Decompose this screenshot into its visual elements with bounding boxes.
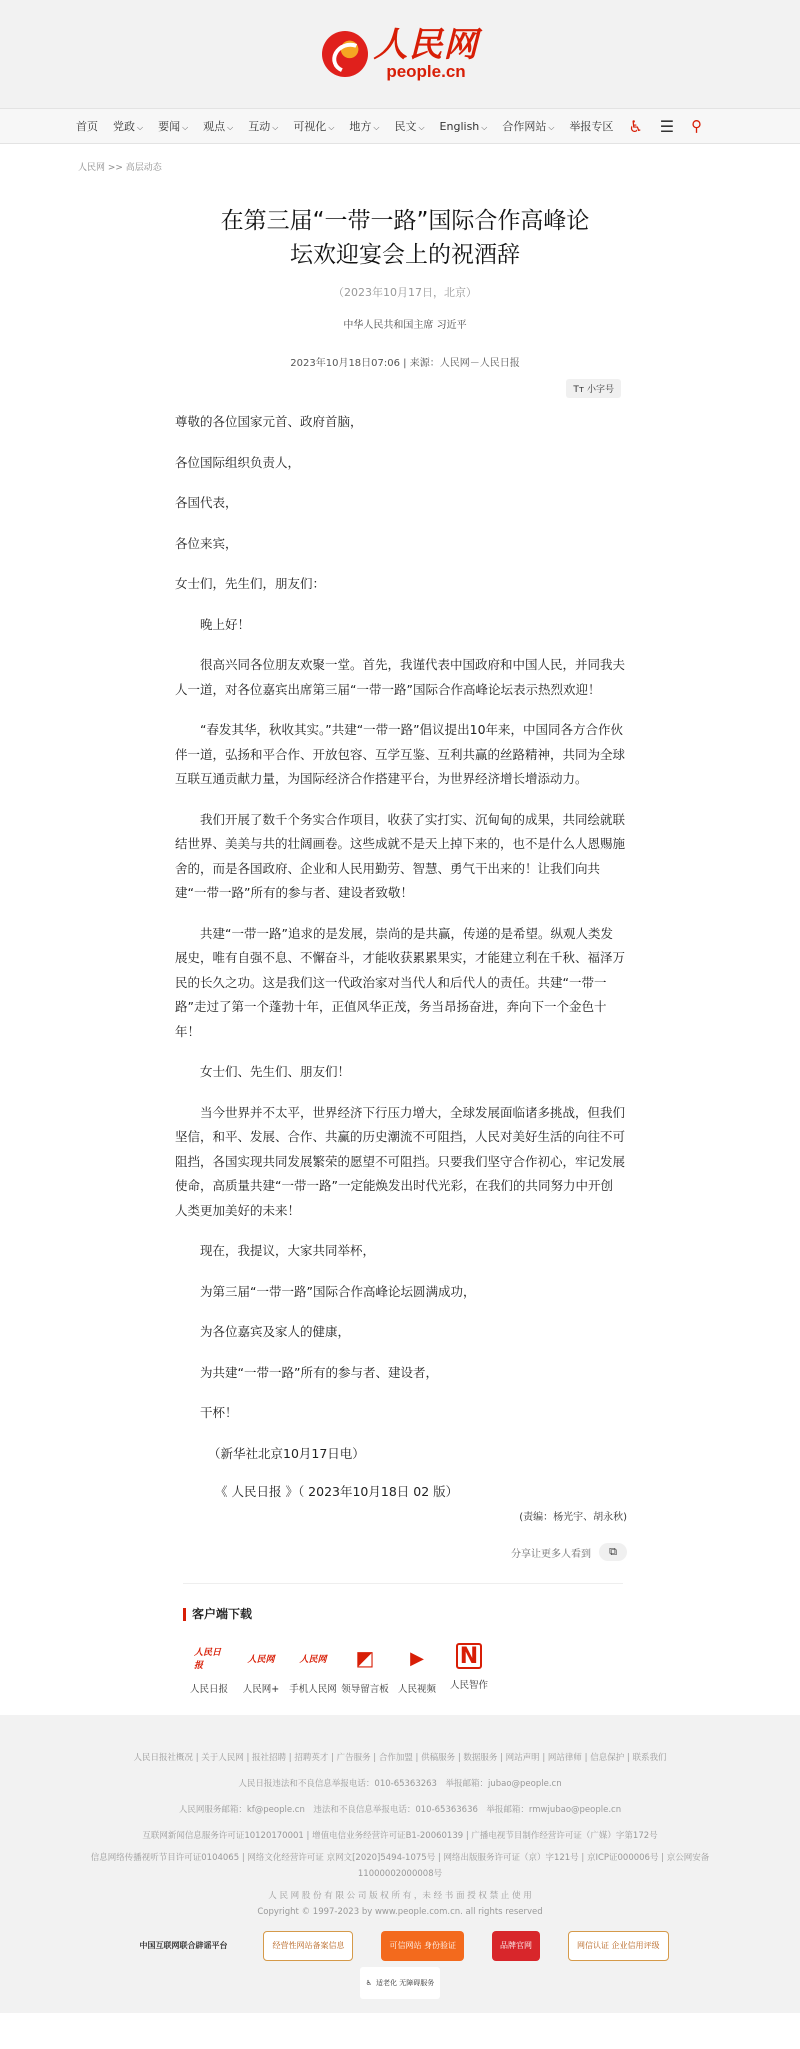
- app-people-plus[interactable]: [235, 1643, 287, 1695]
- chevron-down-icon: ⌵: [548, 123, 555, 132]
- accessibility-icon[interactable]: ♿: [628, 116, 643, 136]
- footer-report-line-1: 人民日报违法和不良信息举报电话：010-65363263 举报邮箱：jubao@people.cn: [238, 1779, 562, 1789]
- paragraph: 各位来宾，: [175, 535, 238, 551]
- trusted-site-badge[interactable]: 可信网站 身份验证: [381, 1931, 464, 1961]
- footer-links[interactable]: 人民日报社概况 | 关于人民网 | 报社招聘 | 招聘英才 | 广告服务 | 合作加盟 | 供稿服务 | 数据服务 | 网站声明 | 网站律师 | 信息保护 | 联系我们: [133, 1753, 667, 1763]
- elder-access-badge[interactable]: [360, 1967, 441, 1999]
- app-label: 人民智作: [449, 1680, 488, 1691]
- footer-report-line-2: 人民网服务邮箱：kf@people.cn 违法和不良信息举报电话：010-65363636 举报邮箱：rmwjubao@people.cn: [178, 1805, 622, 1815]
- nav-item-party[interactable]: 党政 ⌵: [113, 120, 144, 133]
- app-people-zhizuo[interactable]: [443, 1643, 495, 1695]
- icp-badge[interactable]: 经营性网站备案信息: [263, 1931, 353, 1961]
- nav-item-partners[interactable]: 合作网站 ⌵: [502, 120, 555, 133]
- paragraph: （新华社北京10月17日电）: [208, 1445, 365, 1461]
- app-leader-board[interactable]: [339, 1643, 391, 1695]
- nav-item-minority[interactable]: 民文 ⌵: [394, 120, 425, 133]
- paragraph: 晚上好！: [200, 616, 251, 632]
- chevron-down-icon: ⌵: [373, 123, 380, 132]
- paragraph: 共建“一带一路”追求的是发展，崇尚的是共赢，传递的是希望。纵观人类发展史，唯有自强不息、不懈奋斗，才能收获累累果实，才能建立利在千秋、福泽万民的长久之功。这是我们这一代政治家对当代人和后代人的责任。共建“一带一路”走过了第一个蓬勃十年，正值风华正茂，务当昂扬奋进，奔向下一个金色十年！: [175, 925, 626, 1039]
- site-header: [0, 0, 800, 108]
- nav-item-interact[interactable]: 互动 ⌵: [248, 120, 279, 133]
- footer-licenses-3: 11000002000008号: [357, 1869, 443, 1879]
- paragraph: 女士们，先生们，朋友们：: [175, 576, 326, 591]
- site-logo[interactable]: [322, 27, 479, 81]
- paragraph: 当今世界并不太平，世界经济下行压力增大，全球发展面临诸多挑战，但我们坚信，和平、发展、合作、共赢的历史潮流不可阻挡，人民对美好生活的向往不可阻挡，各国实现共同发展繁荣的愿望不可阻挡。只要我们坚守合作初心，牢记发展使命，高质量共建“一带一路”一定能焕发出时代光彩，在我们的共同努力中开创人类更加美好的未来！: [175, 1104, 626, 1218]
- article-body: [175, 410, 625, 1466]
- chevron-down-icon: ⌵: [328, 123, 335, 132]
- paragraph: 各国代表，: [175, 495, 238, 510]
- chevron-down-icon: ⌵: [137, 123, 144, 132]
- paragraph: 现在，我提议，大家共同举杯，: [200, 1243, 376, 1258]
- logo-mark-icon: [322, 31, 368, 77]
- paragraph: 为各位嘉宾及家人的健康，: [200, 1324, 351, 1339]
- app-label: 人民日报: [189, 1684, 228, 1695]
- play-icon: ▶: [410, 1647, 424, 1669]
- paragraph: 女士们、先生们、朋友们！: [200, 1064, 351, 1079]
- menu-icon[interactable]: ☰: [659, 116, 675, 136]
- elder-access-label: 适老化 无障碍服务: [376, 1979, 435, 1987]
- nav-item-home[interactable]: 首页: [76, 120, 98, 133]
- app-people-video[interactable]: [391, 1643, 443, 1695]
- breadcrumb[interactable]: 人民网 >> 高层动态: [78, 163, 162, 173]
- article-meta: 2023年10月18日07:06 | 来源：人民网－人民日报: [290, 358, 520, 369]
- share-row: [183, 1543, 627, 1561]
- logo-text-en: people.cn: [386, 62, 466, 81]
- paragraph: “春发其华，秋收其实。”共建“一带一路”倡议提出10年来，中国同各方合作伙伴一道，弘扬和平合作、开放包容、互学互鉴、互利共赢的丝路精神，共同为全球互联互通贡献力量，为国际经济合作搭建平台，为世界经济增长增添动力。: [175, 722, 626, 786]
- credit-badge[interactable]: 网信认证 企业信用评级: [568, 1931, 669, 1961]
- paragraph: 干杯！: [200, 1405, 238, 1420]
- share-label: 分享让更多人看到: [511, 1548, 591, 1560]
- piyao-badge[interactable]: 中国互联网联合辟谣平台: [139, 1941, 228, 1950]
- nav-item-visual[interactable]: 可视化 ⌵: [293, 120, 335, 133]
- chevron-down-icon: ⌵: [227, 123, 234, 132]
- nav-item-local[interactable]: 地方 ⌵: [349, 120, 380, 133]
- paragraph: 我们开展了数千个务实合作项目，收获了实打实、沉甸甸的成果，共同绘就联结世界、美美与共的壮阔画卷。这些成就不是天上掉下来的，也不是什么人恩赐施舍的，而是各国政府、企业和人民用勤劳、智慧、勇气干出来的！让我们向共建“一带一路”所有的参与者、建设者致敬！: [175, 811, 626, 900]
- nav-item-report[interactable]: 举报专区: [569, 120, 614, 133]
- print-source: 《 人民日报 》（ 2023年10月18日 02 版）: [215, 1484, 459, 1499]
- paragraph: 为第三届“一带一路”国际合作高峰论坛圆满成功，: [200, 1283, 476, 1299]
- logo-text-cn: 人民网: [373, 25, 479, 65]
- leader-board-app-icon: ◩: [355, 1646, 375, 1670]
- people-plus-app-icon: 人民网: [247, 1654, 275, 1665]
- page-title: 在第三届“一带一路”国际合作高峰论 坛欢迎宴会上的祝酒辞: [220, 208, 590, 268]
- app-renmin-ribao[interactable]: [183, 1643, 235, 1695]
- footer-copyright-cn: 人 民 网 股 份 有 限 公 司 版 权 所 有 ，未 经 书 面 授 权 禁 止 使 用: [268, 1891, 532, 1901]
- nav-item-opinion[interactable]: 观点 ⌵: [203, 120, 234, 133]
- paragraph: 尊敬的各位国家元首、政府首脑，: [175, 414, 363, 429]
- footer-copyright-en: Copyright © 1997-2023 by www.people.com.cn. all rights reserved: [257, 1907, 543, 1917]
- search-icon[interactable]: ⚲: [691, 117, 703, 135]
- renmin-ribao-app-icon: 人民日报: [194, 1648, 222, 1671]
- nav-item-english[interactable]: English ⌵: [439, 119, 488, 133]
- article-editor: (责编：杨光宇、胡永秋): [519, 1512, 627, 1523]
- zhizuo-app-icon: N: [456, 1643, 482, 1669]
- chevron-down-icon: ⌵: [481, 122, 488, 132]
- footer-licenses-2: 信息网络传播视听节目许可证0104065 | 网络文化经营许可证 京网文[2020]5494-1075号 | 网络出版服务许可证（京）字121号 | 京ICP证000006号 | 京公网安备: [90, 1853, 710, 1863]
- footer-badges: [0, 1931, 800, 1961]
- paragraph: 各位国际组织负责人，: [175, 454, 301, 470]
- app-mobile-people[interactable]: [287, 1643, 339, 1695]
- font-size-toggle-button[interactable]: Tт 小字号: [566, 379, 621, 398]
- article: [175, 204, 627, 1561]
- article-author: 中华人民共和国主席 习近平: [343, 320, 467, 331]
- brand-site-badge[interactable]: 品牌官网: [492, 1931, 540, 1961]
- site-footer: [0, 1715, 800, 2013]
- app-label: 领导留言板: [341, 1684, 389, 1695]
- footer-licenses-1: 互联网新闻信息服务许可证10120170001 | 增值电信业务经营许可证B1-20060139 | 广播电视节目制作经营许可证（广媒）字第172号: [142, 1831, 658, 1841]
- share-icon: ⧉: [609, 1545, 617, 1558]
- app-label: 人民视频: [397, 1684, 436, 1695]
- accessibility-icon: ♿: [365, 1979, 373, 1987]
- mobile-people-app-icon: 人民网: [299, 1654, 327, 1665]
- section-title: 客户端下载: [183, 1608, 800, 1621]
- paragraph: 很高兴同各位朋友欢聚一堂。首先，我谨代表中国政府和中国人民，并同我夫人一道，对各位嘉宾出席第三届“一带一路”国际合作高峰论坛表示热烈欢迎！: [175, 657, 626, 697]
- divider: [183, 1583, 623, 1584]
- nav-item-news[interactable]: 要闻 ⌵: [158, 120, 189, 133]
- chevron-down-icon: ⌵: [182, 123, 189, 132]
- app-label: 人民网+: [242, 1684, 280, 1695]
- chevron-down-icon: ⌵: [272, 123, 279, 132]
- main-nav: [0, 108, 800, 144]
- article-dateline: （2023年10月17日，北京）: [333, 286, 477, 299]
- paragraph: 为共建“一带一路”所有的参与者、建设者，: [200, 1364, 438, 1380]
- share-button[interactable]: [599, 1543, 627, 1561]
- app-download-section: [183, 1608, 800, 1695]
- chevron-down-icon: ⌵: [418, 123, 425, 132]
- app-label: 手机人民网: [289, 1684, 337, 1695]
